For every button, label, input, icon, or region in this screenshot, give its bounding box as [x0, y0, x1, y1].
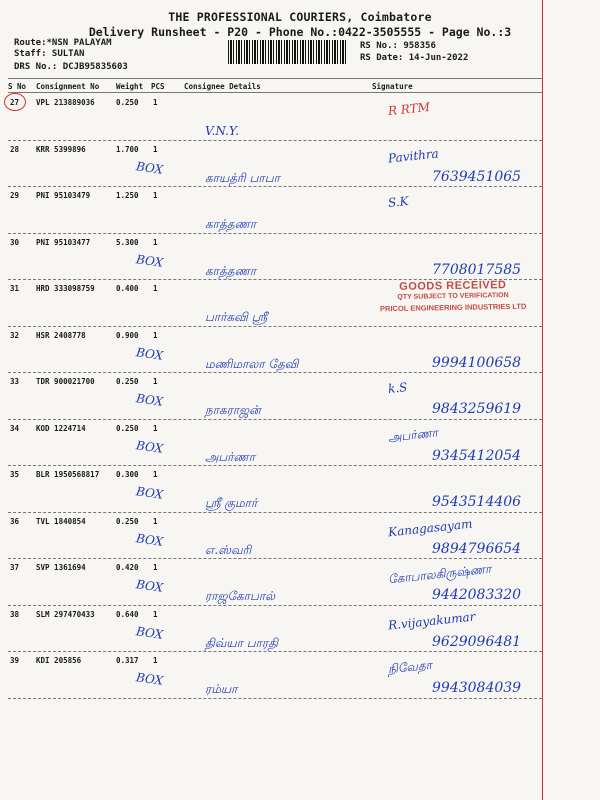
- box-note: BOX: [135, 158, 165, 177]
- row-consignment-no: HSR 2408778: [36, 330, 86, 340]
- col-weight: Weight: [116, 82, 144, 91]
- consignee-handwritten-name: பார்கவி ஸ்ரீ: [205, 310, 268, 324]
- consignee-handwritten-name: ஸ்ரீ குமார்: [205, 496, 258, 510]
- row-sno: 30: [10, 237, 20, 247]
- row-consignment-no: HRD 333098759: [36, 284, 95, 293]
- phone-number-handwritten: 7639451065: [432, 168, 522, 185]
- row-sno: 28: [10, 144, 20, 154]
- row-divider: [8, 465, 542, 466]
- consignee-handwritten-name: காத்தணா: [205, 263, 257, 278]
- row-sno: 39: [10, 656, 20, 665]
- signature-mark: S.K: [387, 193, 410, 211]
- row-weight: 0.300: [116, 470, 139, 479]
- row-pcs: 1: [153, 516, 158, 526]
- row-consignment-no: PNI 95103479: [36, 191, 91, 200]
- row-pcs: 1: [153, 609, 158, 619]
- row-weight: 1.250: [116, 191, 139, 200]
- phone-number-handwritten: 9442083320: [432, 587, 522, 603]
- row-weight: 0.250: [116, 98, 139, 107]
- consignee-handwritten-name: ராஜகோபால்: [205, 589, 276, 603]
- company-title: THE PROFESSIONAL COURIERS, Coimbatore: [168, 10, 432, 24]
- row-weight: 0.640: [116, 609, 139, 619]
- row-sno: 34: [10, 423, 20, 433]
- consignee-handwritten-name: காத்தணா: [205, 217, 257, 231]
- row-pcs: 1: [153, 470, 158, 479]
- consignee-handwritten-name: ரம்யா: [205, 682, 238, 696]
- consignee-handwritten-name: காயத்ரி பாபா: [205, 170, 280, 185]
- phone-number-handwritten: 9943084039: [432, 680, 522, 696]
- row-sno: 32: [10, 330, 20, 340]
- phone-number-handwritten: 9994100658: [432, 354, 522, 371]
- row-consignment-no: BLR 1950568817: [36, 470, 100, 479]
- barcode: [228, 40, 348, 64]
- row-divider: [8, 326, 542, 327]
- goods-received-stamp: [368, 279, 539, 314]
- rs-date: RS Date: 14-Jun-2022: [360, 53, 469, 63]
- signature-mark: அபர்ணா: [387, 424, 439, 445]
- box-note: BOX: [135, 623, 165, 642]
- row-divider: [8, 372, 542, 373]
- row-sno: 31: [10, 284, 20, 293]
- row-pcs: 1: [153, 330, 158, 340]
- row-pcs: 1: [153, 144, 158, 154]
- col-consignee: Consignee Details: [184, 82, 261, 91]
- box-note: BOX: [135, 251, 165, 270]
- stamp-line-3: PRICOL ENGINEERING INDUSTRIES LTD: [379, 301, 527, 314]
- staff-label: Staff: SULTAN: [14, 49, 85, 59]
- box-note: BOX: [135, 577, 165, 595]
- phone-number-handwritten: 9894796654: [432, 540, 522, 557]
- row-sno: 38: [10, 609, 20, 619]
- row-pcs: 1: [153, 191, 158, 200]
- row-sno: 36: [10, 516, 20, 526]
- consignee-handwritten-name: நாகராஜன்: [205, 403, 261, 417]
- consignee-handwritten-name: V.N.Y.: [205, 124, 240, 138]
- row-weight: 1.700: [116, 144, 139, 154]
- row-divider: [8, 186, 542, 187]
- row-consignment-no: KRR 5399896: [36, 144, 86, 154]
- header-rule-bottom: [8, 92, 542, 93]
- row-weight: 0.250: [116, 423, 139, 433]
- runsheet-subtitle: Delivery Runsheet - P20 - Phone No.:0422-3505555 - Page No.:3: [88, 25, 512, 39]
- row-pcs: 1: [153, 377, 158, 386]
- phone-number-handwritten: 7708017585: [432, 261, 522, 278]
- col-pcs: PCS: [151, 82, 165, 91]
- header-rule-top: [8, 78, 542, 79]
- row-consignment-no: TDR 900021700: [36, 377, 95, 386]
- col-signature: Signature: [372, 82, 413, 91]
- signature-mark: R.vijayakumar: [387, 608, 477, 633]
- row-divider: [8, 698, 542, 699]
- row-divider: [8, 419, 542, 420]
- consignee-handwritten-name: மணிமாலா தேவி: [205, 356, 299, 371]
- rs-number: RS No.: 958356: [360, 41, 436, 51]
- row-weight: 0.250: [116, 516, 139, 526]
- box-note: BOX: [135, 344, 165, 363]
- stamp-line-1: GOODS RECEIVED: [399, 279, 507, 293]
- box-note: BOX: [135, 530, 165, 549]
- row-weight: 0.900: [116, 330, 139, 340]
- row-weight: 0.317: [116, 656, 139, 665]
- signature-mark: R RTM: [387, 99, 431, 119]
- box-note: BOX: [135, 391, 165, 409]
- row-sno: 27: [10, 98, 20, 107]
- row-consignment-no: SLM 297470433: [36, 609, 95, 619]
- signature-mark: கோபாலகிருஷ்ணா: [387, 561, 492, 587]
- row-weight: 0.250: [116, 377, 139, 386]
- row-sno: 35: [10, 470, 20, 479]
- row-pcs: 1: [153, 423, 158, 433]
- row-pcs: 1: [153, 237, 158, 247]
- row-pcs: 1: [153, 563, 158, 572]
- row-divider: [8, 651, 542, 652]
- signature-mark: நிவேதா: [387, 657, 433, 677]
- drs-number: DRS No.: DCJB95835603: [14, 62, 128, 72]
- col-sno: S No: [8, 82, 27, 91]
- consignee-handwritten-name: எ.ஸ்வரி: [205, 542, 252, 557]
- row-sno: 29: [10, 191, 20, 200]
- row-sno: 33: [10, 377, 20, 386]
- box-note: BOX: [135, 484, 165, 502]
- row-consignment-no: TVL 1840854: [36, 516, 86, 526]
- row-consignment-no: PNI 95103477: [36, 237, 91, 247]
- phone-number-handwritten: 9345412054: [432, 447, 522, 464]
- phone-number-handwritten: 9629096481: [432, 633, 522, 650]
- box-note: BOX: [135, 670, 165, 688]
- row-consignment-no: SVP 1361694: [36, 563, 86, 572]
- consignee-handwritten-name: திவ்யா பாரதி: [205, 635, 278, 650]
- row-divider: [8, 512, 542, 513]
- signature-mark: k.S: [387, 380, 408, 396]
- row-divider: [8, 233, 542, 234]
- signature-mark: Kanagasayam: [387, 516, 473, 539]
- row-weight: 5.300: [116, 237, 139, 247]
- signature-mark: Pavithra: [387, 145, 440, 166]
- row-consignment-no: KDI 205856: [36, 656, 82, 665]
- phone-number-handwritten: 9843259619: [432, 401, 522, 417]
- row-divider: [8, 558, 542, 559]
- row-weight: 0.400: [116, 284, 139, 293]
- consignee-handwritten-name: அபர்ணா: [205, 449, 256, 464]
- row-pcs: 1: [153, 284, 158, 293]
- box-note: BOX: [135, 437, 165, 456]
- row-consignment-no: VPL 213889036: [36, 98, 95, 107]
- margin-line: [542, 0, 543, 800]
- row-pcs: 1: [153, 98, 158, 107]
- col-consignment: Consignment No: [36, 82, 100, 91]
- stamp-line-2: QTY SUBJECT TO VERIFICATION: [397, 292, 509, 301]
- row-divider: [8, 605, 542, 606]
- row-divider: [8, 140, 542, 141]
- row-weight: 0.420: [116, 563, 139, 572]
- phone-number-handwritten: 9543514406: [432, 494, 522, 510]
- row-sno: 37: [10, 563, 20, 572]
- row-consignment-no: KOD 1224714: [36, 423, 86, 433]
- route-label: Route:*NSN PALAYAM: [14, 38, 112, 48]
- row-pcs: 1: [153, 656, 158, 665]
